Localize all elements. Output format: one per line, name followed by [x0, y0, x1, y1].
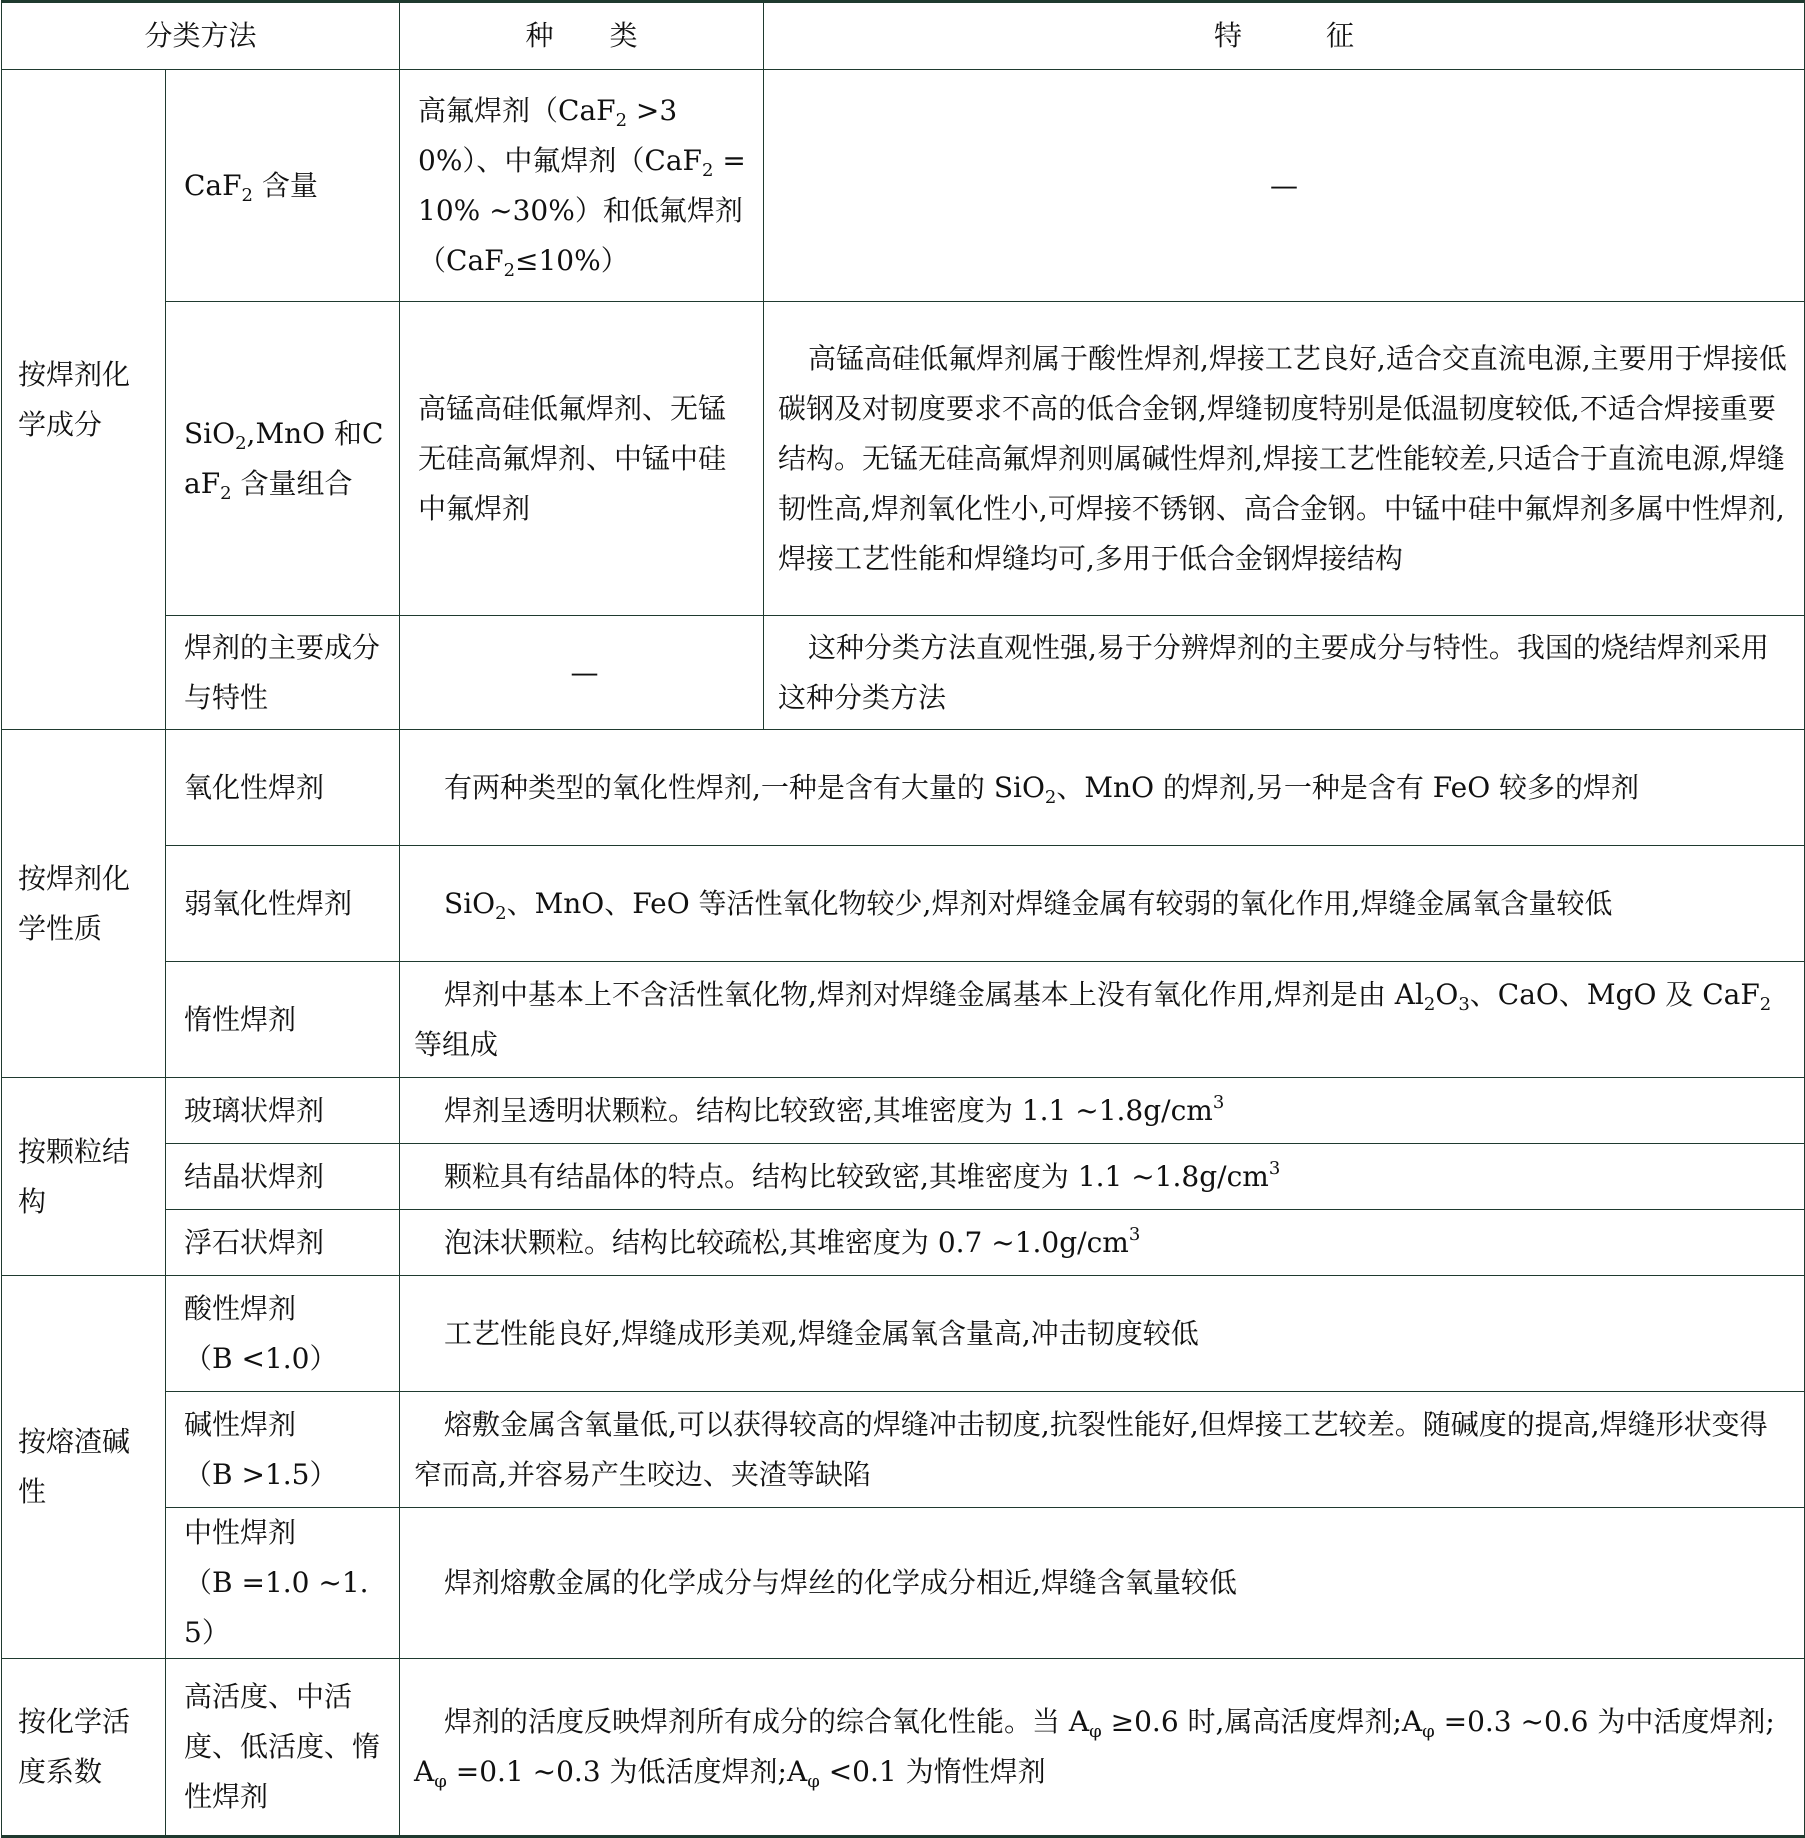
table-row	[2, 302, 1805, 616]
group-label: 按焊剂化学性质	[2, 730, 166, 1078]
method-cell: SiO$_2$,MnO 和CaF$_2$ 含量组合	[166, 302, 400, 616]
method-cell: 弱氧化性焊剂	[166, 846, 400, 962]
table-row	[2, 1276, 1805, 1392]
table-row	[2, 846, 1805, 962]
header-method: 分类方法	[2, 2, 400, 70]
feature-cell: 熔敷金属含氧量低,可以获得较高的焊缝冲击韧度,抗裂性能好,但焊接工艺较差。随碱度的提高,焊缝形状变得窄而高,并容易产生咬边、夹渣等缺陷	[400, 1392, 1805, 1508]
method-cell: CaF$_2$ 含量	[166, 70, 400, 302]
flux-classification-table	[1, 0, 1805, 1838]
group-label: 按颗粒结构	[2, 1078, 166, 1276]
method-cell: 惰性焊剂	[166, 962, 400, 1078]
feature-cell: 有两种类型的氧化性焊剂,一种是含有大量的 SiO$_2$、MnO 的焊剂,另一种是含有 FeO 较多的焊剂	[400, 730, 1805, 846]
table-row	[2, 70, 1805, 302]
method-cell: 结晶状焊剂	[166, 1144, 400, 1210]
method-name: 酸性焊剂	[184, 1291, 297, 1325]
method-cell: 高活度、中活度、低活度、惰性焊剂	[166, 1659, 400, 1837]
table-row	[2, 616, 1805, 730]
table-row	[2, 1508, 1805, 1659]
table-row	[2, 962, 1805, 1078]
group-label: 按焊剂化学成分	[2, 70, 166, 730]
method-cell: 浮石状焊剂	[166, 1210, 400, 1276]
feature-cell: 这种分类方法直观性强,易于分辨焊剂的主要成分与特性。我国的烧结焊剂采用这种分类方法	[764, 616, 1805, 730]
method-cell	[166, 1508, 400, 1659]
method-name: 中性焊剂	[184, 1516, 297, 1549]
feature-cell: —	[764, 70, 1805, 302]
feature-cell: 颗粒具有结晶体的特点。结构比较致密,其堆密度为 1.1 $\sim 1.8g/cm^3$	[400, 1144, 1805, 1210]
header-feature: 特 征	[764, 2, 1805, 70]
feature-cell: 泡沫状颗粒。结构比较疏松,其堆密度为 0.7 $\sim 1.0g/cm^3$	[400, 1210, 1805, 1276]
table-row	[2, 1144, 1805, 1210]
method-condition: （B <1.0）	[184, 1341, 338, 1375]
method-cell: 玻璃状焊剂	[166, 1078, 400, 1144]
type-cell: —	[400, 616, 764, 730]
group-label: 按熔渣碱性	[2, 1276, 166, 1659]
method-condition: （B >1.5）	[184, 1457, 338, 1491]
group-label: 按化学活度系数	[2, 1659, 166, 1837]
method-cell: 焊剂的主要成分与特性	[166, 616, 400, 730]
header-row	[2, 2, 1805, 70]
feature-cell: SiO$_2$、MnO、FeO 等活性氧化物较少,焊剂对焊缝金属有较弱的氧化作用,焊缝金属氧含量较低	[400, 846, 1805, 962]
table-row	[2, 1210, 1805, 1276]
method-cell	[166, 1392, 400, 1508]
method-cell: 氧化性焊剂	[166, 730, 400, 846]
method-condition: （B =1.0 ~1.5）	[184, 1566, 369, 1649]
feature-cell: 焊剂的活度反映焊剂所有成分的综合氧化性能。当 $A_\varphi \ge 0.6$ 时,属高活度焊剂$;A_\varphi =0.3$ ~0.6 为中活度焊剂$;A_\varphi =0.1$ ~0.3 为低活度焊剂$;A_\varphi <0.1$ 为惰性焊剂	[400, 1659, 1805, 1837]
type-cell: 高氟焊剂（CaF$_2$ >30%）、中氟焊剂（CaF$_2$ =10% ~30%）和低氟焊剂（CaF$_2$≤10%）	[400, 70, 764, 302]
table-row	[2, 730, 1805, 846]
method-name: 碱性焊剂	[184, 1407, 297, 1441]
feature-cell: 焊剂熔敷金属的化学成分与焊丝的化学成分相近,焊缝含氧量较低	[400, 1508, 1805, 1659]
feature-cell: 焊剂呈透明状颗粒。结构比较致密,其堆密度为 1.1 $\sim 1.8g/cm^3$	[400, 1078, 1805, 1144]
header-type: 种 类	[400, 2, 764, 70]
feature-cell: 焊剂中基本上不含活性氧化物,焊剂对焊缝金属基本上没有氧化作用,焊剂是由 $Al_2O_3$、CaO、MgO 及 CaF$_2$ 等组成	[400, 962, 1805, 1078]
type-cell: 高锰高硅低氟焊剂、无锰无硅高氟焊剂、中锰中硅中氟焊剂	[400, 302, 764, 616]
feature-cell: 工艺性能良好,焊缝成形美观,焊缝金属氧含量高,冲击韧度较低	[400, 1276, 1805, 1392]
method-cell	[166, 1276, 400, 1392]
feature-cell: 高锰高硅低氟焊剂属于酸性焊剂,焊接工艺良好,适合交直流电源,主要用于焊接低碳钢及对韧度要求不高的低合金钢,焊缝韧度特别是低温韧度较低,不适合焊接重要结构。无锰无硅高氟焊剂则属碱性焊剂,焊接工艺性能较差,只适合于直流电源,焊缝韧性高,焊剂氧化性小,可焊接不锈钢、高合金钢。中锰中硅中氟焊剂多属中性焊剂,焊接工艺性能和焊缝均可,多用于低合金钢焊接结构	[764, 302, 1805, 616]
table-row	[2, 1392, 1805, 1508]
table-row	[2, 1078, 1805, 1144]
